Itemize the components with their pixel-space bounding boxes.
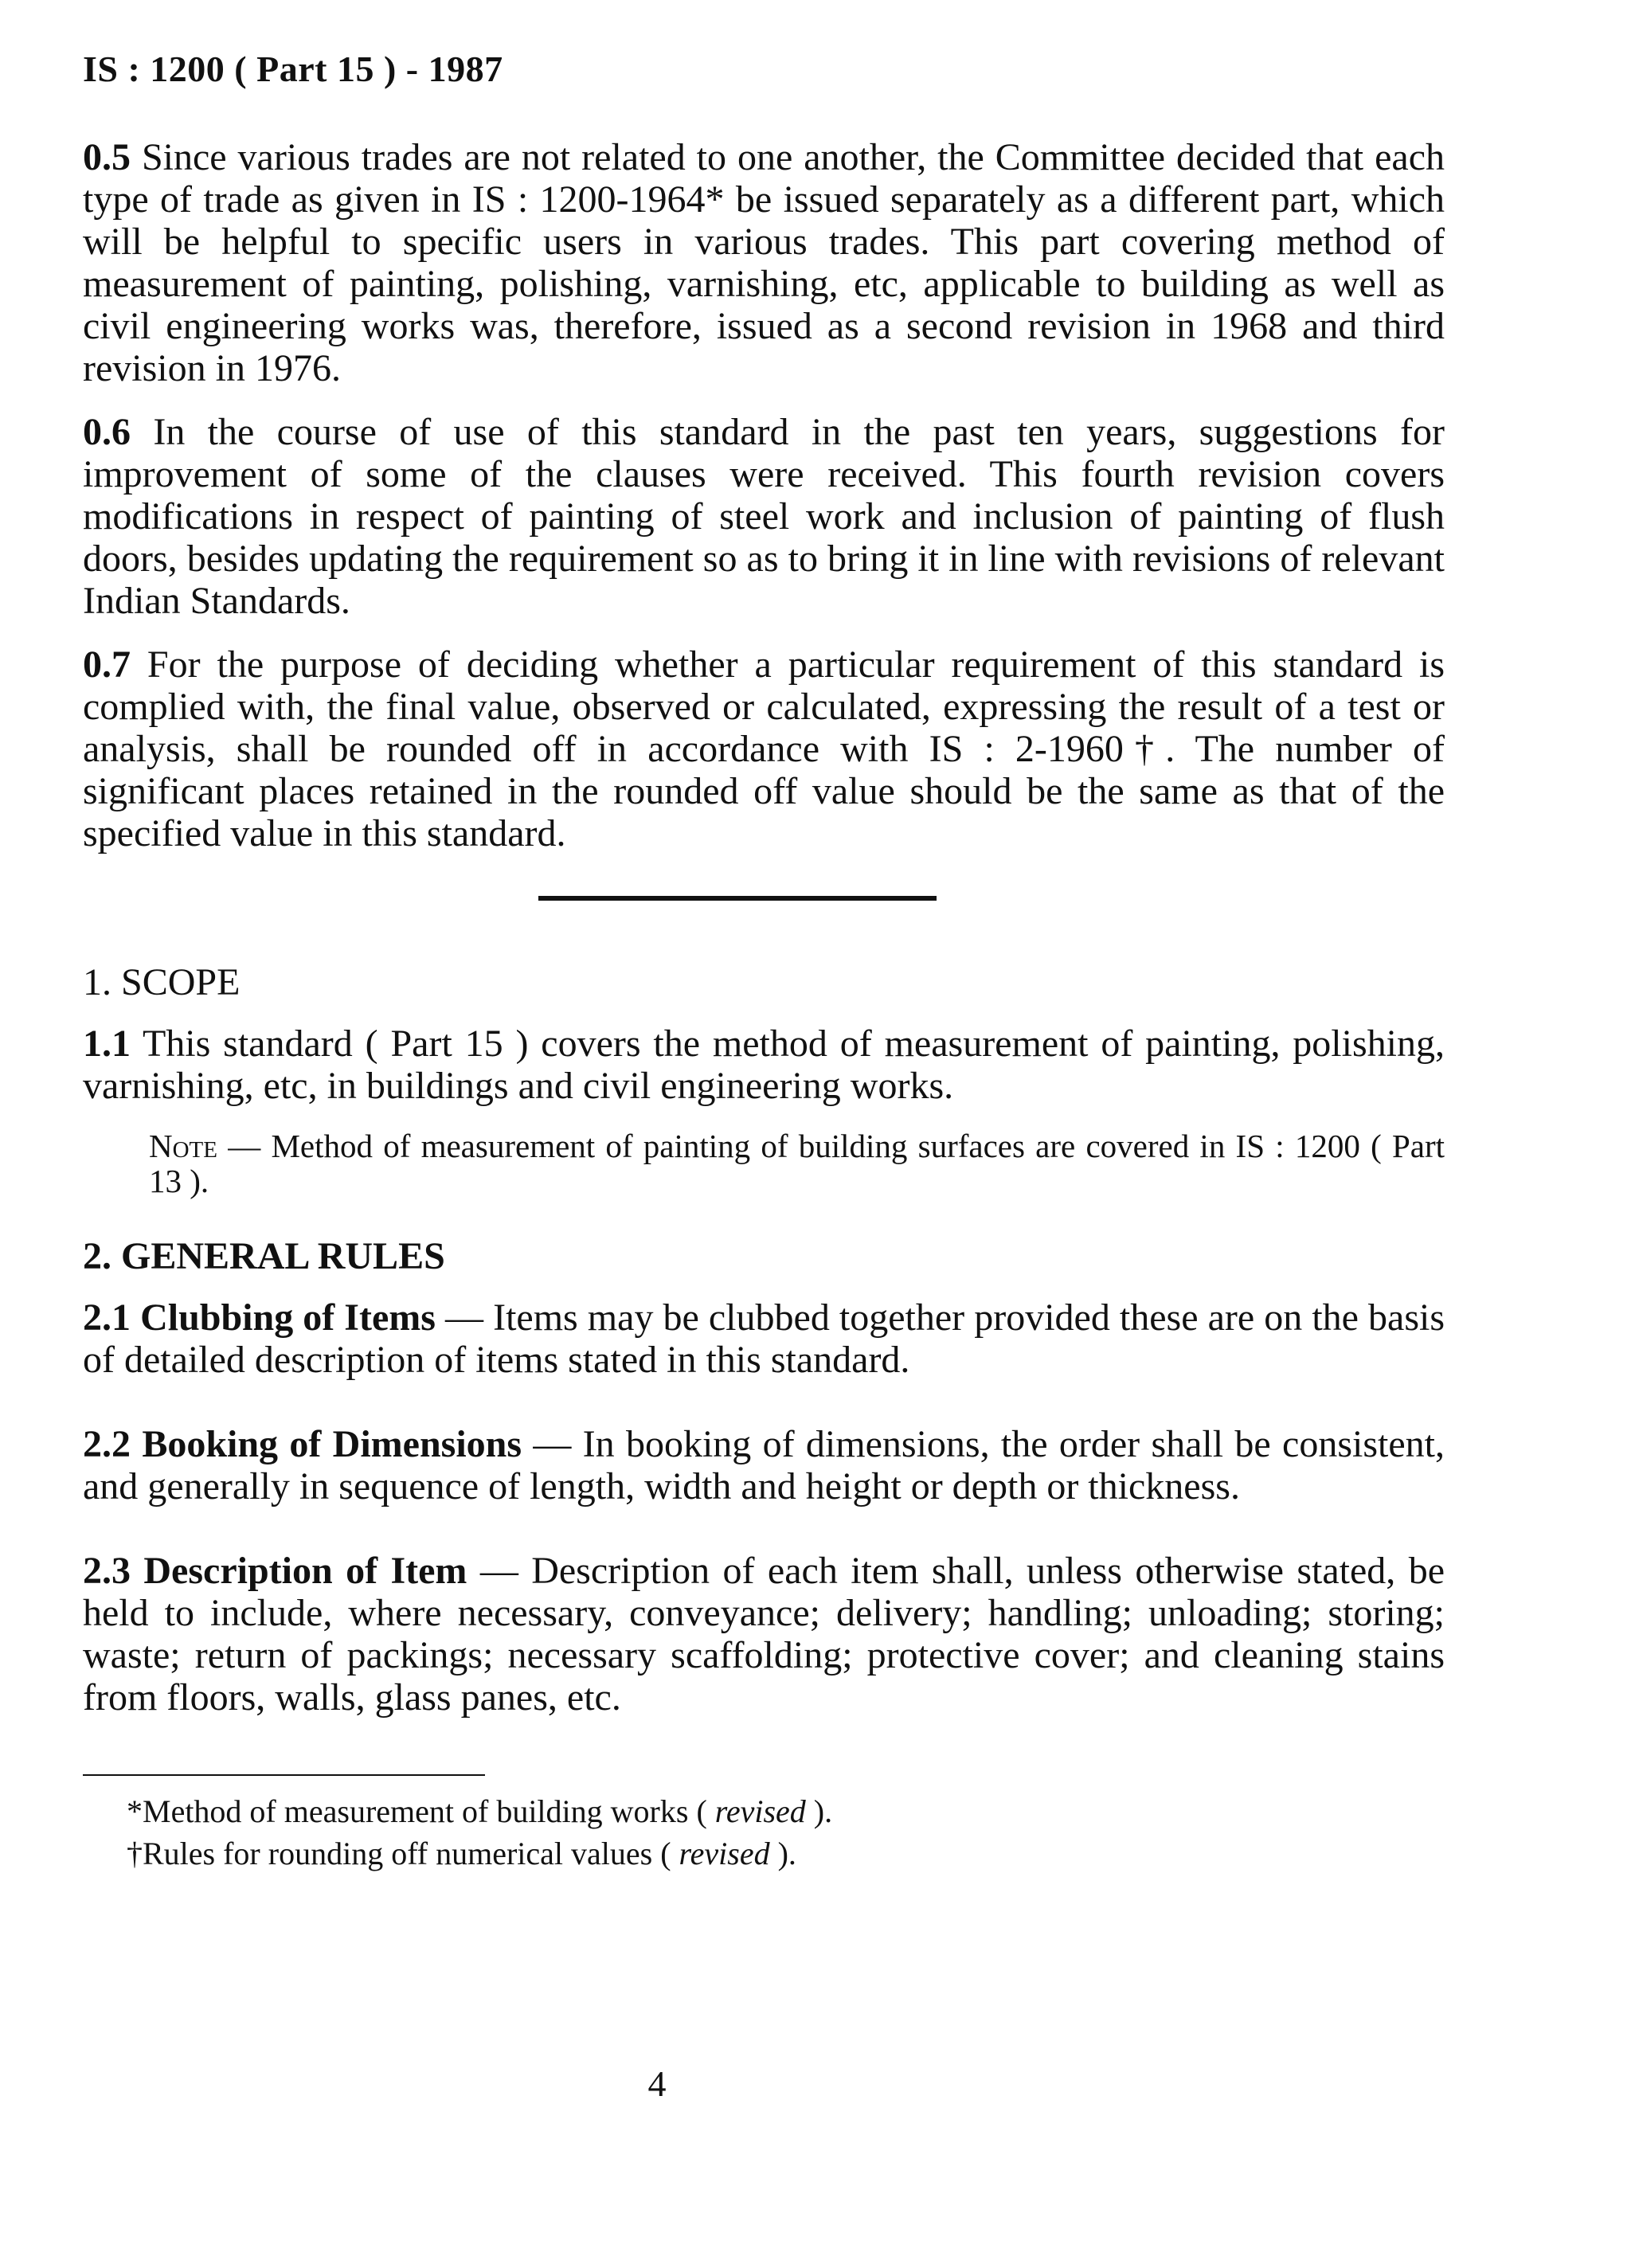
clause-number: 2.1 — [83, 1296, 131, 1339]
footnote: †Rules for rounding off numerical values ( revised ). — [127, 1836, 796, 1871]
clause-1-1 — [83, 1023, 1445, 1107]
note-label: Note — [149, 1128, 217, 1164]
footnote-mark: † — [127, 1836, 143, 1871]
clause-number: 2.2 — [83, 1423, 131, 1465]
scope-note — [83, 1128, 1445, 1199]
clause-text: — Description of each item shall, unless otherwise stated, be held to include, where necessary, conveyance; delivery; handling; unloading; storing; waste; return of packings; necessary scaffolding; protective cover; and cleaning stains from floors, walls, glass panes, etc. — [83, 1550, 1445, 1719]
footnote: *Method of measurement of building works ( revised ). — [127, 1793, 833, 1829]
clause-heading: Clubbing of Items — [140, 1296, 436, 1339]
clause-2-1 — [83, 1296, 1445, 1381]
clause-number: 0.6 — [83, 411, 131, 453]
section-divider — [538, 896, 937, 901]
clause-0-7 — [83, 643, 1445, 854]
clause-text: — Items may be clubbed together provided these are on the basis of detailed description of items stated in this standard. — [83, 1296, 1445, 1381]
clause-2-2 — [83, 1423, 1445, 1507]
clause-text: This standard ( Part 15 ) covers the method of measurement of painting, polishing, varnishing, etc, in buildings and civil engineering works. — [83, 1023, 1445, 1107]
footnote-text: Method of measurement of building works — [143, 1793, 689, 1829]
clause-0-6 — [83, 411, 1445, 622]
clause-heading: Description of Item — [143, 1550, 467, 1592]
clause-number: 0.5 — [83, 136, 131, 178]
clause-text: In the course of use of this standard in the past ten years, suggestions for improvement of some of the clauses were received. This fourth revision covers modifications in respect of painting of steel work and inclusion of painting of flush doors, besides updating the requirement so as to bring it in line with revisions of relevant Indian Standards. — [83, 411, 1445, 622]
footnote-mark: * — [127, 1793, 143, 1829]
footnote-revised: revised — [714, 1793, 806, 1829]
footnote-divider — [83, 1774, 485, 1776]
clause-text: — In booking of dimensions, the order shall be consistent, and generally in sequence of length, width and height or depth or thickness. — [83, 1423, 1445, 1507]
clause-number: 0.7 — [83, 643, 131, 686]
clause-text: Since various trades are not related to one another, the Committee decided that each type of trade as given in IS : 1200-1964* be issued separately as a different part, which will be helpful to specific users in various trades. This part covering method of measurement of painting, polishing, varnishing, etc, applicable to building as well as civil engineering works was, therefore, issued as a second revision in 1968 and third revision in 1976. — [83, 136, 1445, 389]
footnote-revised: revised — [679, 1836, 770, 1871]
clause-2-3 — [83, 1550, 1445, 1719]
footnote-text: Rules for rounding off numerical values — [143, 1836, 653, 1871]
page-header: IS : 1200 ( Part 15 ) - 1987 — [83, 49, 503, 89]
clause-text: For the purpose of deciding whether a particular requirement of this standard is complied with, the final value, observed or calculated, expressing the result of a test or analysis, shall be rounded off in accordance with IS : 2-1960†. The number of significant places retained in the rounded off value should be the same as that of the specified value in this standard. — [83, 643, 1445, 854]
note-text: — Method of measurement of painting of building surfaces are covered in IS : 1200 ( Part 13 ). — [149, 1128, 1445, 1199]
section-title-scope: 1. SCOPE — [83, 961, 241, 1003]
page-number: 4 — [647, 2063, 667, 2104]
clause-number: 2.3 — [83, 1550, 131, 1592]
clause-heading: Booking of Dimensions — [142, 1423, 522, 1465]
clause-0-5 — [83, 136, 1445, 389]
section-title-general-rules: 2. GENERAL RULES — [83, 1235, 445, 1277]
clause-number: 1.1 — [83, 1023, 131, 1065]
document-page — [83, 48, 1445, 1875]
